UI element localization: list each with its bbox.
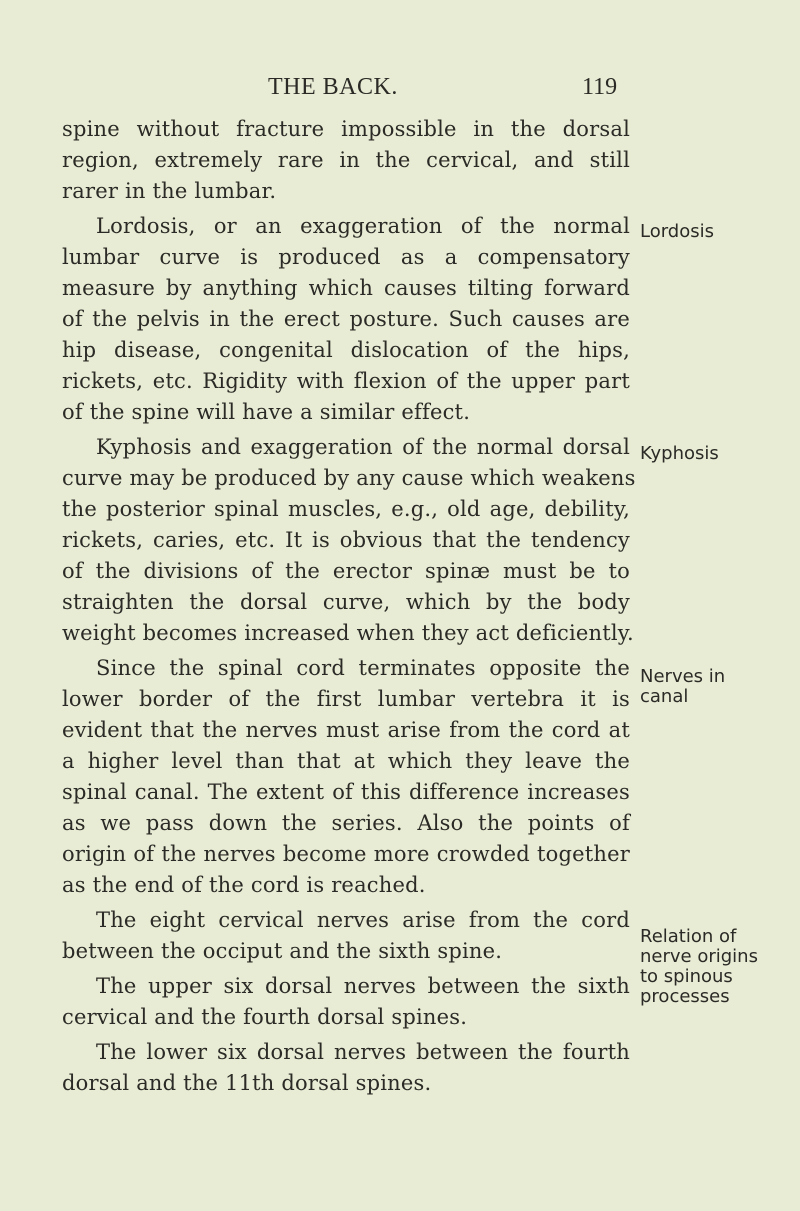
margin-note-line: processes: [640, 986, 730, 1007]
text-line: lower border of the first lumbar vertebra it is: [62, 687, 630, 711]
paragraph-cervical-nerves: [62, 905, 630, 967]
text-line: the posterior spinal muscles, e.g., old age, debility,: [62, 497, 630, 521]
margin-note-line: Nerves in: [640, 666, 726, 687]
text-line: spine without fracture impossible in the dorsal: [62, 117, 630, 141]
text-line: between the occiput and the sixth spine.: [62, 939, 503, 963]
text-line: origin of the nerves become more crowded together: [62, 842, 630, 866]
margin-note-nerves-in-canal: [640, 667, 725, 707]
text-line: evident that the nerves must arise from the cord at: [62, 718, 630, 742]
text-line: rickets, etc. Rigidity with flexion of the upper part: [62, 369, 630, 393]
text-line: The eight cervical nerves arise from the cord: [96, 908, 630, 932]
text-line: rickets, caries, etc. It is obvious that the tendency: [62, 528, 630, 552]
margin-note-line: canal: [640, 686, 689, 707]
text-line: spinal canal. The extent of this difference increases: [62, 780, 630, 804]
margin-note-line: Relation of: [640, 926, 737, 947]
text-line: of the pelvis in the erect posture. Such causes are: [62, 307, 630, 331]
text-line: a higher level than that at which they leave the: [62, 749, 630, 773]
paragraph-kyphosis: [62, 432, 636, 649]
text-line: weight becomes increased when they act deficiently.: [62, 621, 634, 645]
margin-note-line: nerve origins: [640, 946, 758, 967]
text-line: rarer in the lumbar.: [62, 179, 277, 203]
text-line: region, extremely rare in the cervical, and still: [62, 148, 630, 172]
margin-note-relation-of-nerve-origins: [640, 927, 758, 1007]
text-line: as we pass down the series. Also the points of: [62, 811, 630, 835]
running-title: THE BACK.: [268, 74, 398, 100]
paragraph-nerves-in-canal: [62, 653, 630, 901]
text-line: lumbar curve is produced as a compensatory: [62, 245, 630, 269]
text-line: as the end of the cord is reached.: [62, 873, 426, 897]
body-text: [62, 114, 636, 1099]
paragraph-lower-dorsal-nerves: [62, 1037, 630, 1099]
text-line: Since the spinal cord terminates opposite the: [96, 656, 630, 680]
text-line: The lower six dorsal nerves between the fourth: [96, 1040, 630, 1064]
text-line: measure by anything which causes tilting forward: [62, 276, 630, 300]
margin-note-line: Lordosis: [640, 221, 715, 242]
text-line: of the divisions of the erector spinæ must be to: [62, 559, 630, 583]
margin-note-kyphosis: [640, 444, 719, 464]
text-line: Lordosis, or an exaggeration of the normal: [96, 214, 630, 238]
text-line: cervical and the fourth dorsal spines.: [62, 1005, 468, 1029]
text-line: The upper six dorsal nerves between the sixth: [96, 974, 630, 998]
margin-note-lordosis: [640, 222, 714, 242]
text-line: of the spine will have a similar effect.: [62, 400, 471, 424]
margin-note-line: to spinous: [640, 966, 733, 987]
page-number: 119: [582, 74, 618, 100]
text-line: hip disease, congenital dislocation of the hips,: [62, 338, 630, 362]
paragraph-fracture-continuation: [62, 114, 630, 207]
margin-note-line: Kyphosis: [640, 443, 719, 464]
paragraph-lordosis: [62, 211, 630, 428]
text-line: curve may be produced by any cause which weakens: [62, 466, 636, 490]
text-line: dorsal and the 11th dorsal spines.: [62, 1071, 432, 1095]
text-line: straighten the dorsal curve, which by the body: [62, 590, 630, 614]
text-line: Kyphosis and exaggeration of the normal dorsal: [96, 435, 630, 459]
paragraph-upper-dorsal-nerves: [62, 971, 630, 1033]
